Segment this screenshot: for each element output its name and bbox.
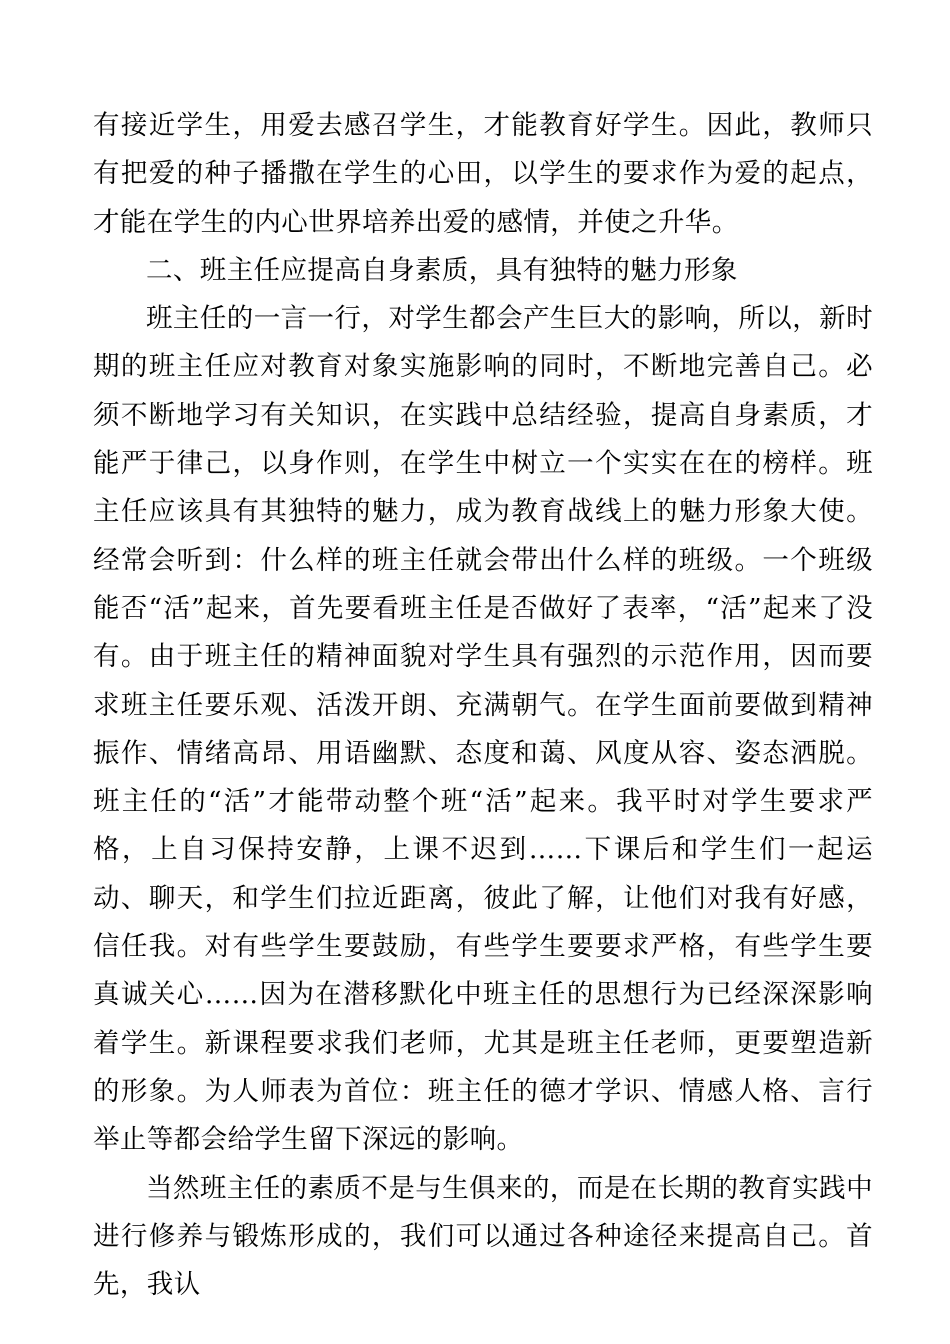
paragraph-body: 班主任的一言一行，对学生都会产生巨大的影响，所以，新时期的班主任应对教育对象实施影响的同时，不断地完善自己。必须不断地学习有关知识，在实践中总结经验，提高自身素质，才能严于律己，以身作则，在学生中树立一个实实在在的榜样。班主任应该具有其独特的魅力，成为教育战线上的魅力形象大使。经常会听到：什么样的班主任就会带出什么样的班级。一个班级能否“活”起来，首先要看班主任是否做好了表率，“活”起来了没有。由于班主任的精神面貌对学生具有强烈的示范作用，因而要求班主任要乐观、活泼开朗、充满朝气。在学生面前要做到精神振作、情绪高昂、用语幽默、态度和蔼、风度从容、姿态洒脱。班主任的“活”才能带动整个班“活”起来。我平时对学生要求严格，上自习保持安静，上课不迟到……下课后和学生们一起运动、聊天，和学生们拉近距离，彼此了解，让他们对我有好感，信任我。对有些学生要鼓励，有些学生要要求严格，有些学生要真诚关心……因为在潜移默化中班主任的思想行为已经深深影响着学生。新课程要求我们老师，尤其是班主任老师，更要塑造新的形象。为人师表为首位：班主任的德才学识、情感人格、言行举止等都会给学生留下深远的影响。 [93, 303, 873, 1156]
document-body [93, 102, 873, 1309]
section-heading: 二、班主任应提高自身素质，具有独特的魅力形象 [146, 254, 738, 286]
paragraph-body: 当然班主任的素质不是与生俱来的，而是在长期的教育实践中进行修养与锻炼形成的，我们可以通过各种途径来提高自己。首先，我认 [93, 1172, 873, 1301]
paragraph-continued: 有接近学生，用爱去感召学生，才能教育好学生。因此，教师只有把爱的种子播撒在学生的心田，以学生的要求作为爱的起点，才能在学生的内心世界培养出爱的感情，并使之升华。 [93, 110, 873, 238]
